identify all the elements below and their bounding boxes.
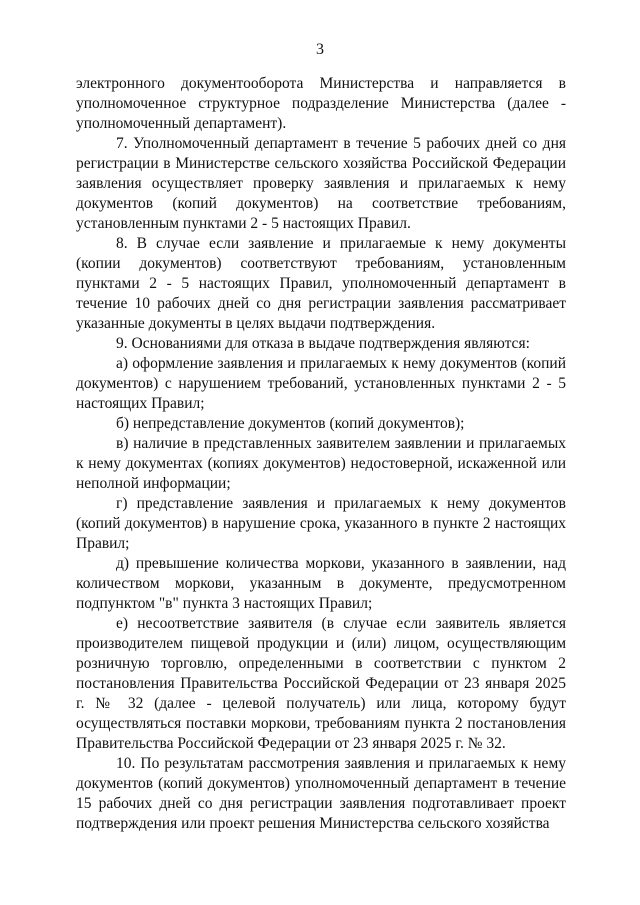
paragraph-continuation: электронного документооборота Министерства и направляется в уполномоченное структурное подразделение Министерства (далее - уполномоченный департамент). <box>76 75 566 132</box>
document-body <box>76 74 566 834</box>
paragraph-item-7: 7. Уполномоченный департамент в течение 5 рабочих дней со дня регистрации в Министерстве сельского хозяйства Российской Федерации заявления осуществляет проверку заявления и прилагаемых к нему документов (копий документов) на соответствие требованиям, установленным пунктами 2 - 5 настоящих Правил. <box>76 135 566 232</box>
subitem-b: б) непредставление документов (копий документов); <box>116 415 465 432</box>
subitem-e: е) несоответствие заявителя (в случае если заявитель является производителем пищевой продукции и (или) лицом, осуществляющим розничную торговлю, определенными в соответствии с пунктом 2 постановления Правительства Российской Федерации от 23 января 2025 г. № 32 (далее - целевой получатель) или лица, которому будут осуществляться поставки моркови, требованиям пункта 2 постановления Правительства Российской Федерации от 23 января 2025 г. № 32. <box>76 615 566 752</box>
subitem-g: г) представление заявления и прилагаемых к нему документов (копий документов) в нарушение срока, указанного в пункте 2 настоящих Правил; <box>76 495 566 552</box>
subitem-d: д) превышение количества моркови, указанного в заявлении, над количеством моркови, указанным в документе, предусмотренном подпунктом "в" пункта 3 настоящих Правил; <box>76 555 566 612</box>
paragraph-item-8: 8. В случае если заявление и прилагаемые к нему документы (копии документов) соответствуют требованиям, установленным пунктами 2 - 5 настоящих Правил, уполномоченный департамент в течение 10 рабочих дней со дня регистрации заявления рассматривает указанные документы в целях выдачи подтверждения. <box>76 235 566 332</box>
subitem-a: а) оформление заявления и прилагаемых к нему документов (копий документов) с нарушением требований, установленных пунктами 2 - 5 настоящих Правил; <box>76 355 566 412</box>
paragraph-item-9: 9. Основаниями для отказа в выдаче подтверждения являются: <box>116 335 530 352</box>
subitem-v: в) наличие в представленных заявителем заявлении и прилагаемых к нему документах (копиях документов) недостоверной, искаженной или неполной информации; <box>76 435 566 492</box>
page-number: 3 <box>316 41 324 58</box>
paragraph-item-10: 10. По результатам рассмотрения заявления и прилагаемых к нему документов (копий документов) уполномоченный департамент в течение 15 рабочих дней со дня регистрации заявления подготавливает проект подтверждения или проект решения Министерства сельского хозяйства <box>76 755 566 832</box>
